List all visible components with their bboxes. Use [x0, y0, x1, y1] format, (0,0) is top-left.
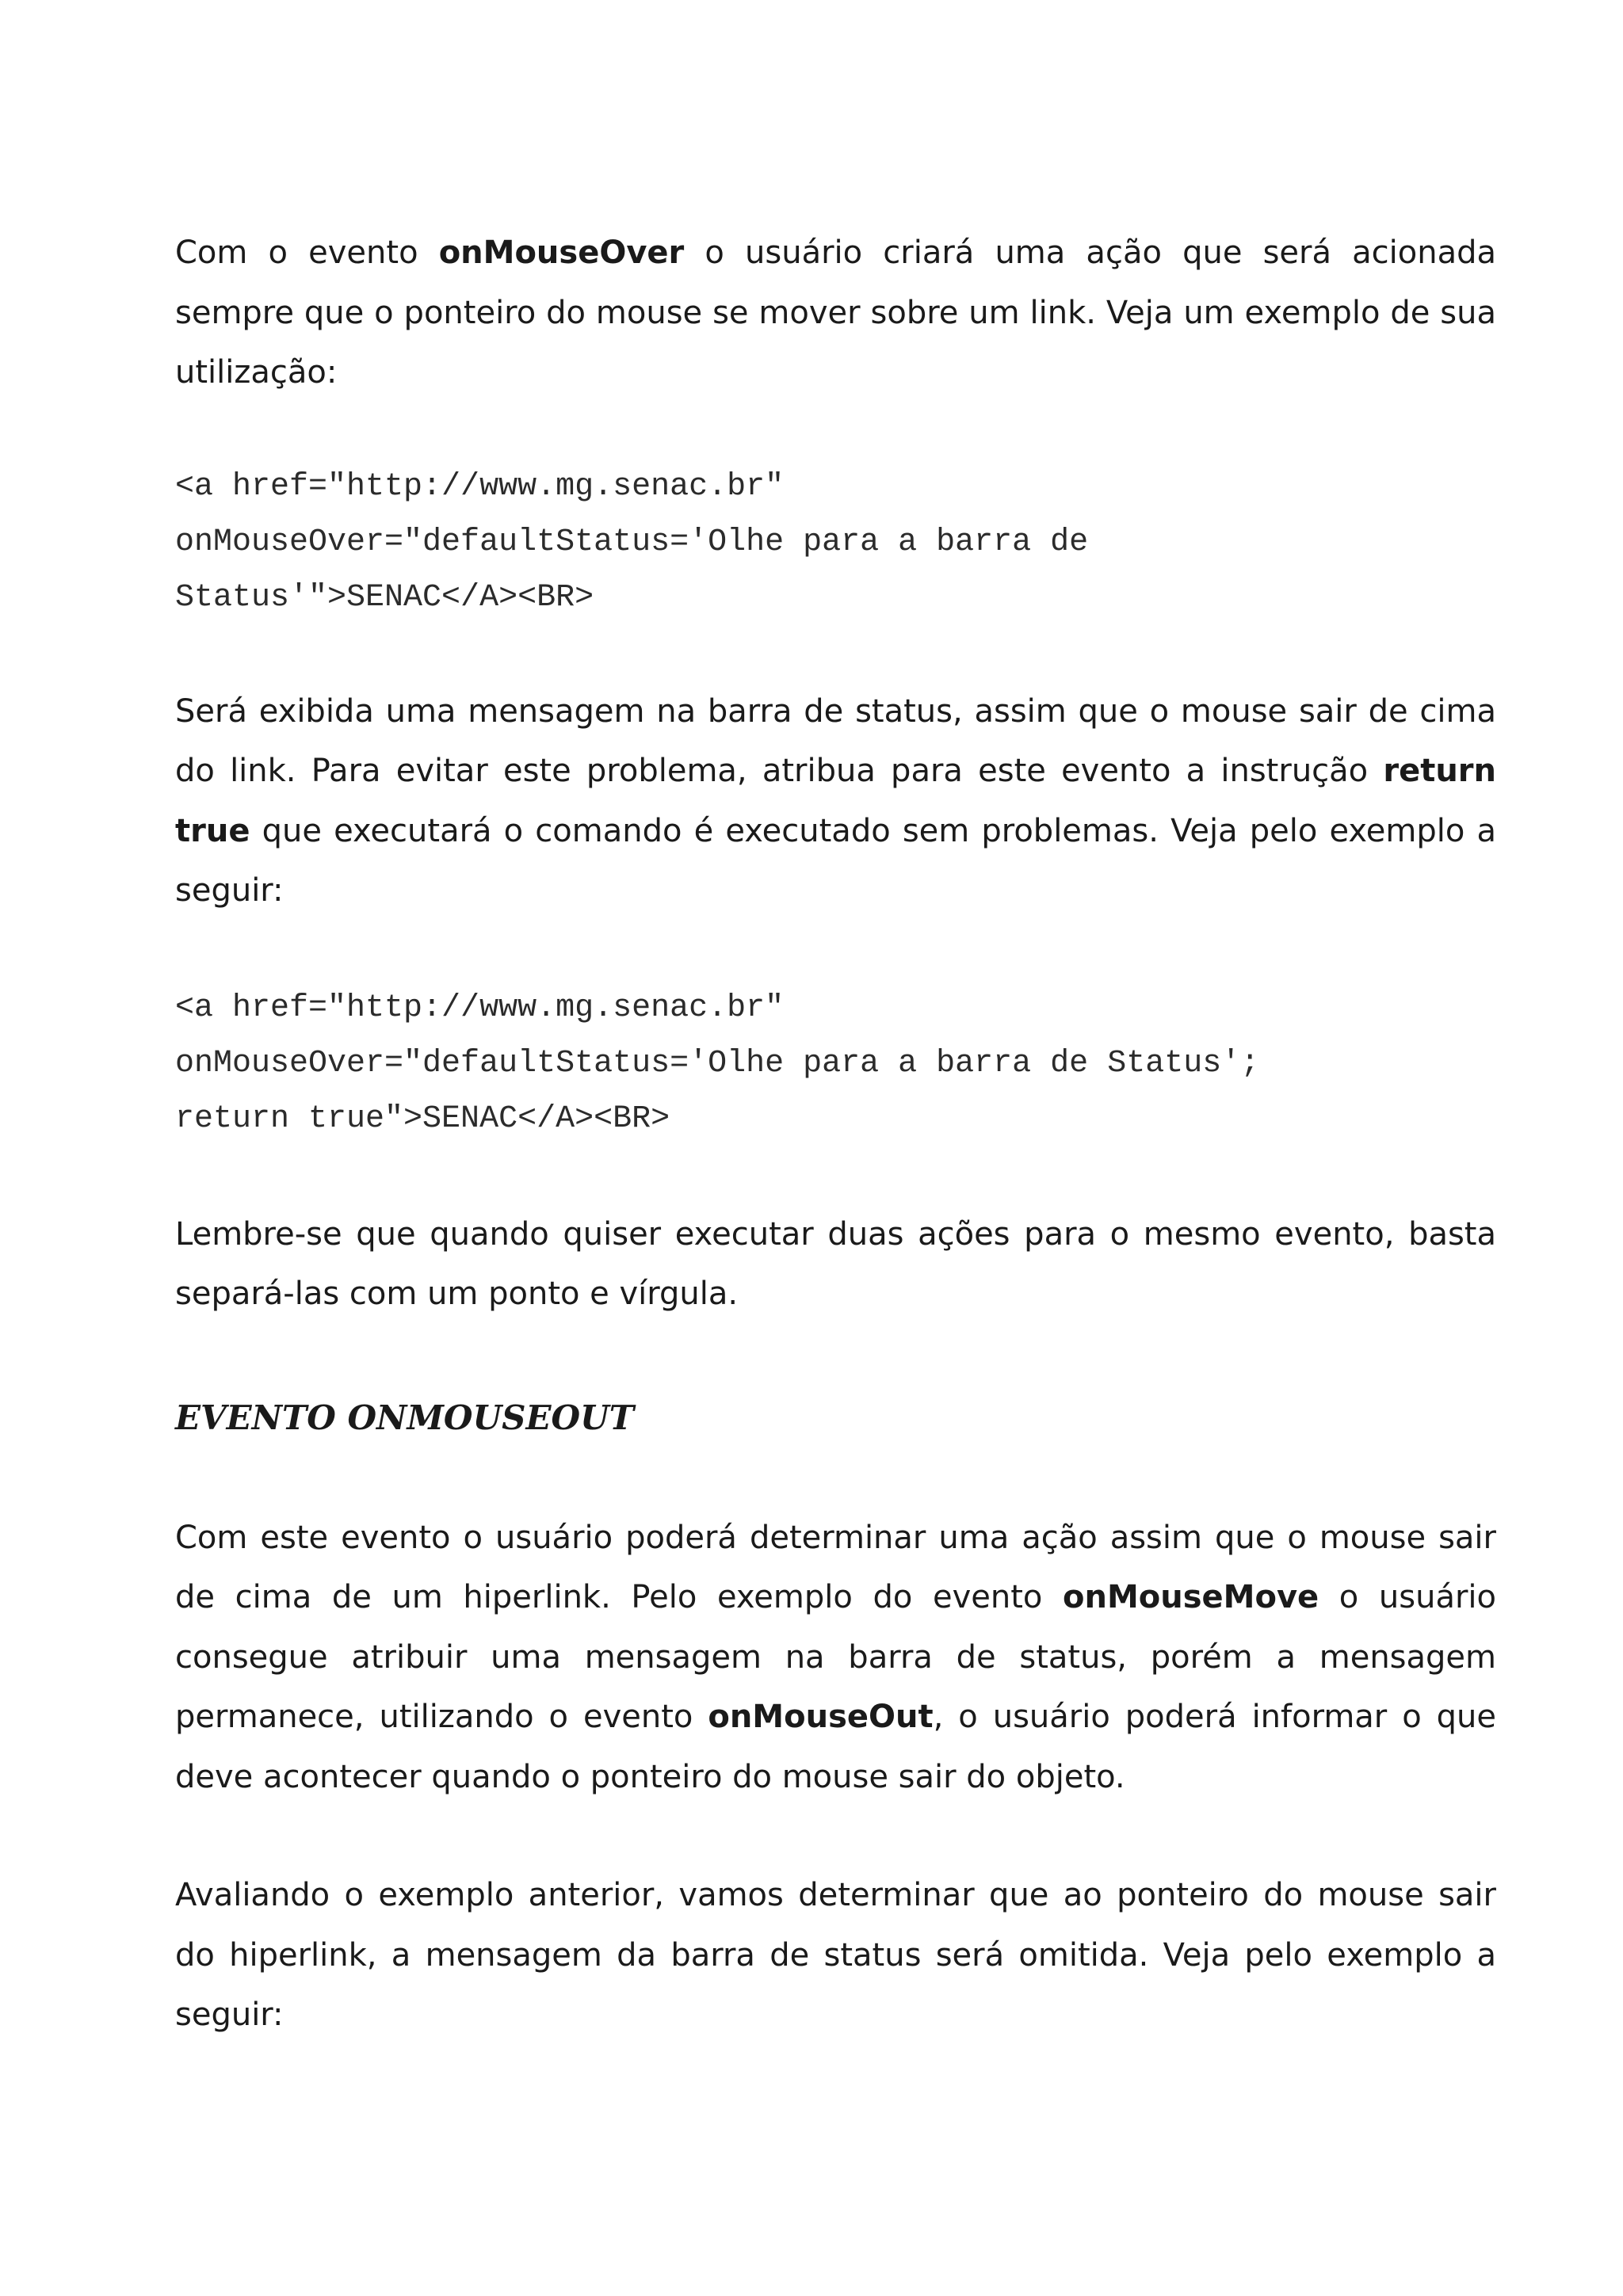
code-line: onMouseOver="defaultStatus='Olhe para a barra de — [175, 524, 1089, 560]
keyword-onmouseout: onMouseOut — [708, 1699, 934, 1735]
keyword-onmouseover: onMouseOver — [438, 235, 685, 271]
code-line: <a href="http://www.mg.senac.br" — [175, 990, 785, 1026]
text-segment: Será exibida uma mensagem na barra de status, assim que o mouse sair de cima do link. Para evitar este problema, atribua para este evento a instrução — [175, 692, 1496, 789]
code-line: onMouseOver="defaultStatus='Olhe para a barra de Status'; — [175, 1045, 1260, 1081]
paragraph-onmouseout-intro — [175, 1508, 1496, 1808]
code-line: return true">SENAC</A><BR> — [175, 1100, 670, 1137]
text-segment: o usuário consegue atribuir uma mensagem na barra de status, porém a mensagem permanece, utilizando o evento — [175, 1579, 1496, 1735]
text-segment: , o usuário poderá informar o que deve acontecer quando o ponteiro do mouse sair do objeto. — [175, 1699, 1497, 1795]
keyword-return-true: return true — [175, 753, 1496, 849]
text-segment: o usuário criará uma ação que será acionada sempre que o ponteiro do mouse se mover sobre um link. Veja um exemplo de sua utilização: — [175, 235, 1496, 391]
text-segment: que executará o comando é executado sem problemas. Veja pelo exemplo a seguir: — [175, 812, 1496, 909]
text-segment: Com o evento — [175, 235, 439, 271]
paragraph-onmouseover-intro — [175, 223, 1496, 403]
paragraph-two-actions: Lembre-se que quando quiser executar duas ações para o mesmo evento, basta separá-las com um ponto e vírgula. — [175, 1215, 1496, 1312]
section-heading-onmouseout: EVENTO ONMOUSEOUT — [175, 1398, 634, 1437]
text-segment: Com este evento o usuário poderá determinar uma ação assim que o mouse sair de cima de um hiperlink. Pelo exemplo do evento — [175, 1519, 1496, 1615]
paragraph-example-intro: Avaliando o exemplo anterior, vamos determinar que ao ponteiro do mouse sair do hiperlink, a mensagem da barra de status será omitida. Veja pelo exemplo a seguir: — [175, 1877, 1496, 2033]
code-example-2 — [175, 981, 1496, 1147]
code-line: <a href="http://www.mg.senac.br" — [175, 468, 785, 505]
keyword-onmousemove: onMouseMove — [1063, 1579, 1319, 1615]
paragraph-return-true — [175, 682, 1496, 921]
code-line: Status'">SENAC</A><BR> — [175, 579, 594, 616]
document-page — [175, 223, 1496, 2046]
code-example-1 — [175, 460, 1496, 626]
